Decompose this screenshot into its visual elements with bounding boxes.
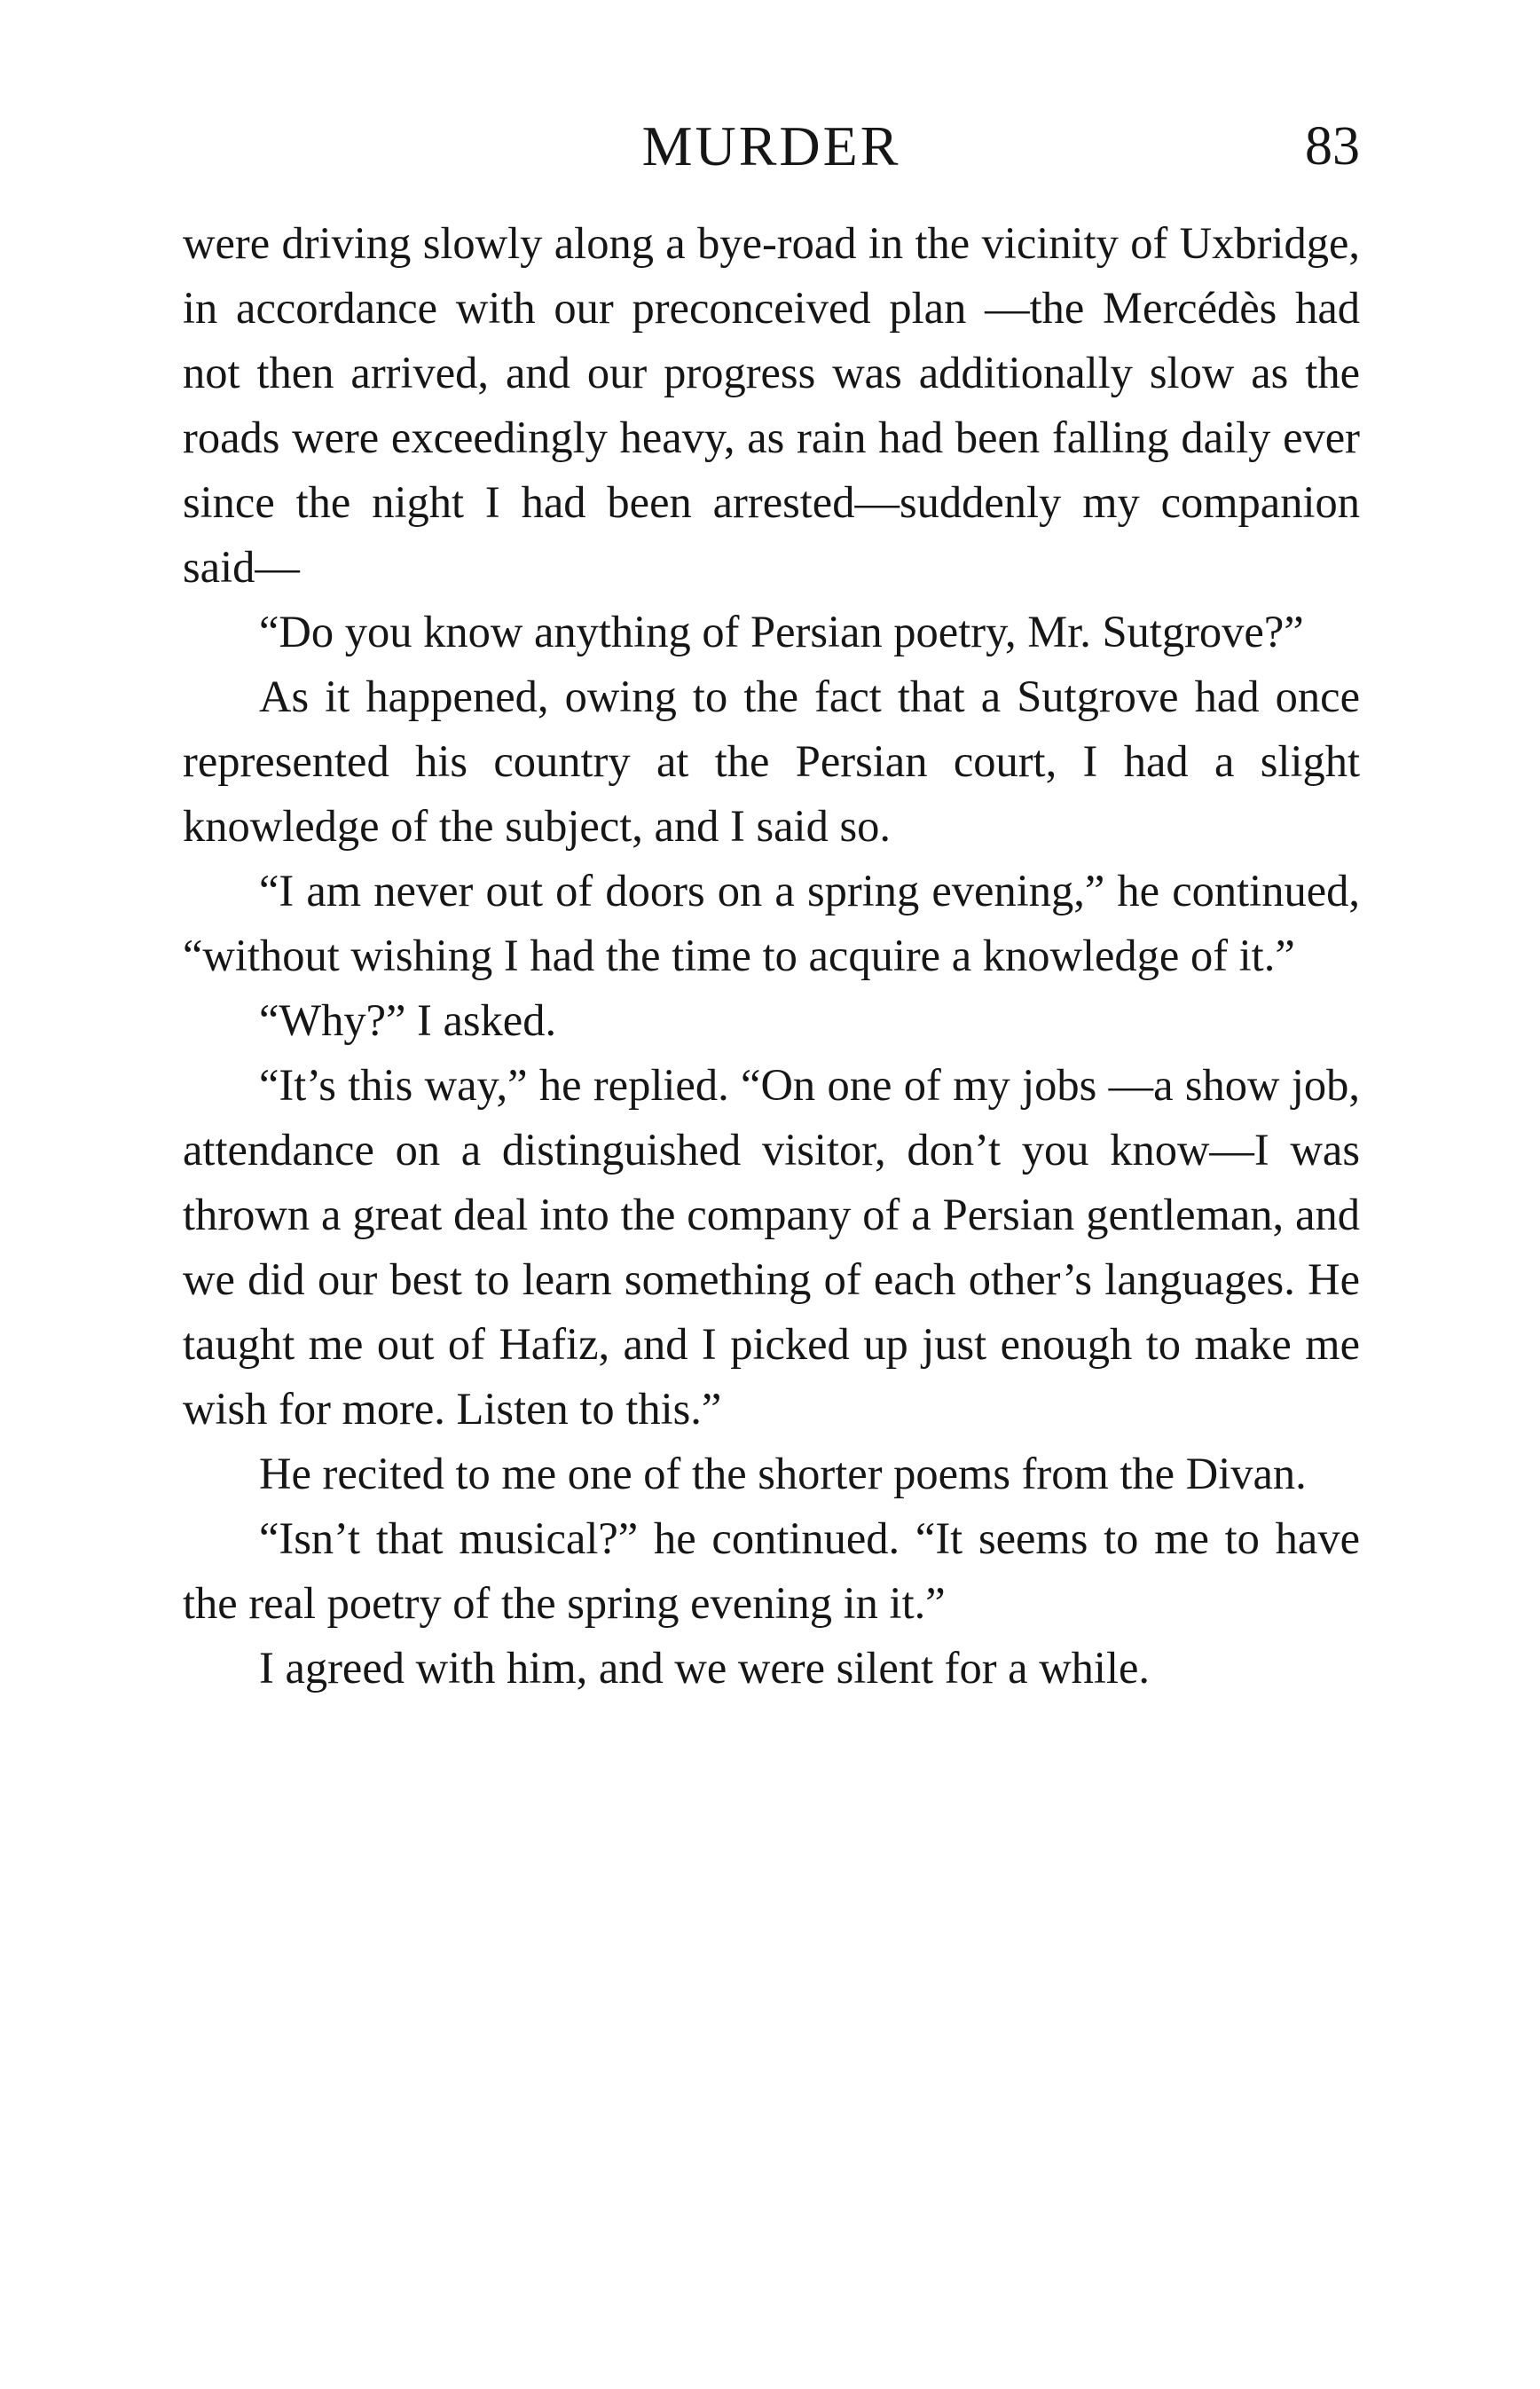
paragraph: “Why?” I asked. [259, 995, 557, 1045]
page-number: 83 [1305, 116, 1360, 177]
paragraph: “I am never out of doors on a spring evening,” he continued, “without wishing I had the time to acquire a knowledge of it.” [183, 866, 1360, 980]
page-body [183, 211, 1360, 1701]
paragraph: I agreed with him, and we were silent for a while. [259, 1643, 1151, 1693]
paragraph: He recited to me one of the shorter poems from the Divan. [259, 1449, 1307, 1498]
paragraph: “Isn’t that musical?” he continued. “It seems to me to have the real poetry of the spring evening in it.” [183, 1513, 1360, 1628]
paragraph: “Do you know anything of Persian poetry, Mr. Sutgrove?” [259, 607, 1304, 656]
running-title: MURDER [641, 114, 901, 177]
paragraph: were driving slowly along a bye-road in the vicinity of Uxbridge, in accordance with our preconceived plan —the Mercédès had not then arrived, and our progress was additionally slow as the roads were exceedingly heavy, as rain had been falling daily ever since the night I had been arrested—suddenly my companion said— [183, 218, 1360, 592]
paragraph: As it happened, owing to the fact that a Sutgrove had once represented his country at the Persian court, I had a slight knowledge of the subject, and I said so. [183, 672, 1360, 851]
paragraph: “It’s this way,” he replied. “On one of my jobs —a show job, attendance on a distinguished visitor, don’t you know—I was thrown a great deal into the company of a Persian gentleman, and we did our best to learn something of each other’s languages. He taught me out of Hafiz, and I picked up just enough to make me wish for more. Listen to this.” [183, 1060, 1360, 1434]
page-header [183, 106, 1360, 186]
